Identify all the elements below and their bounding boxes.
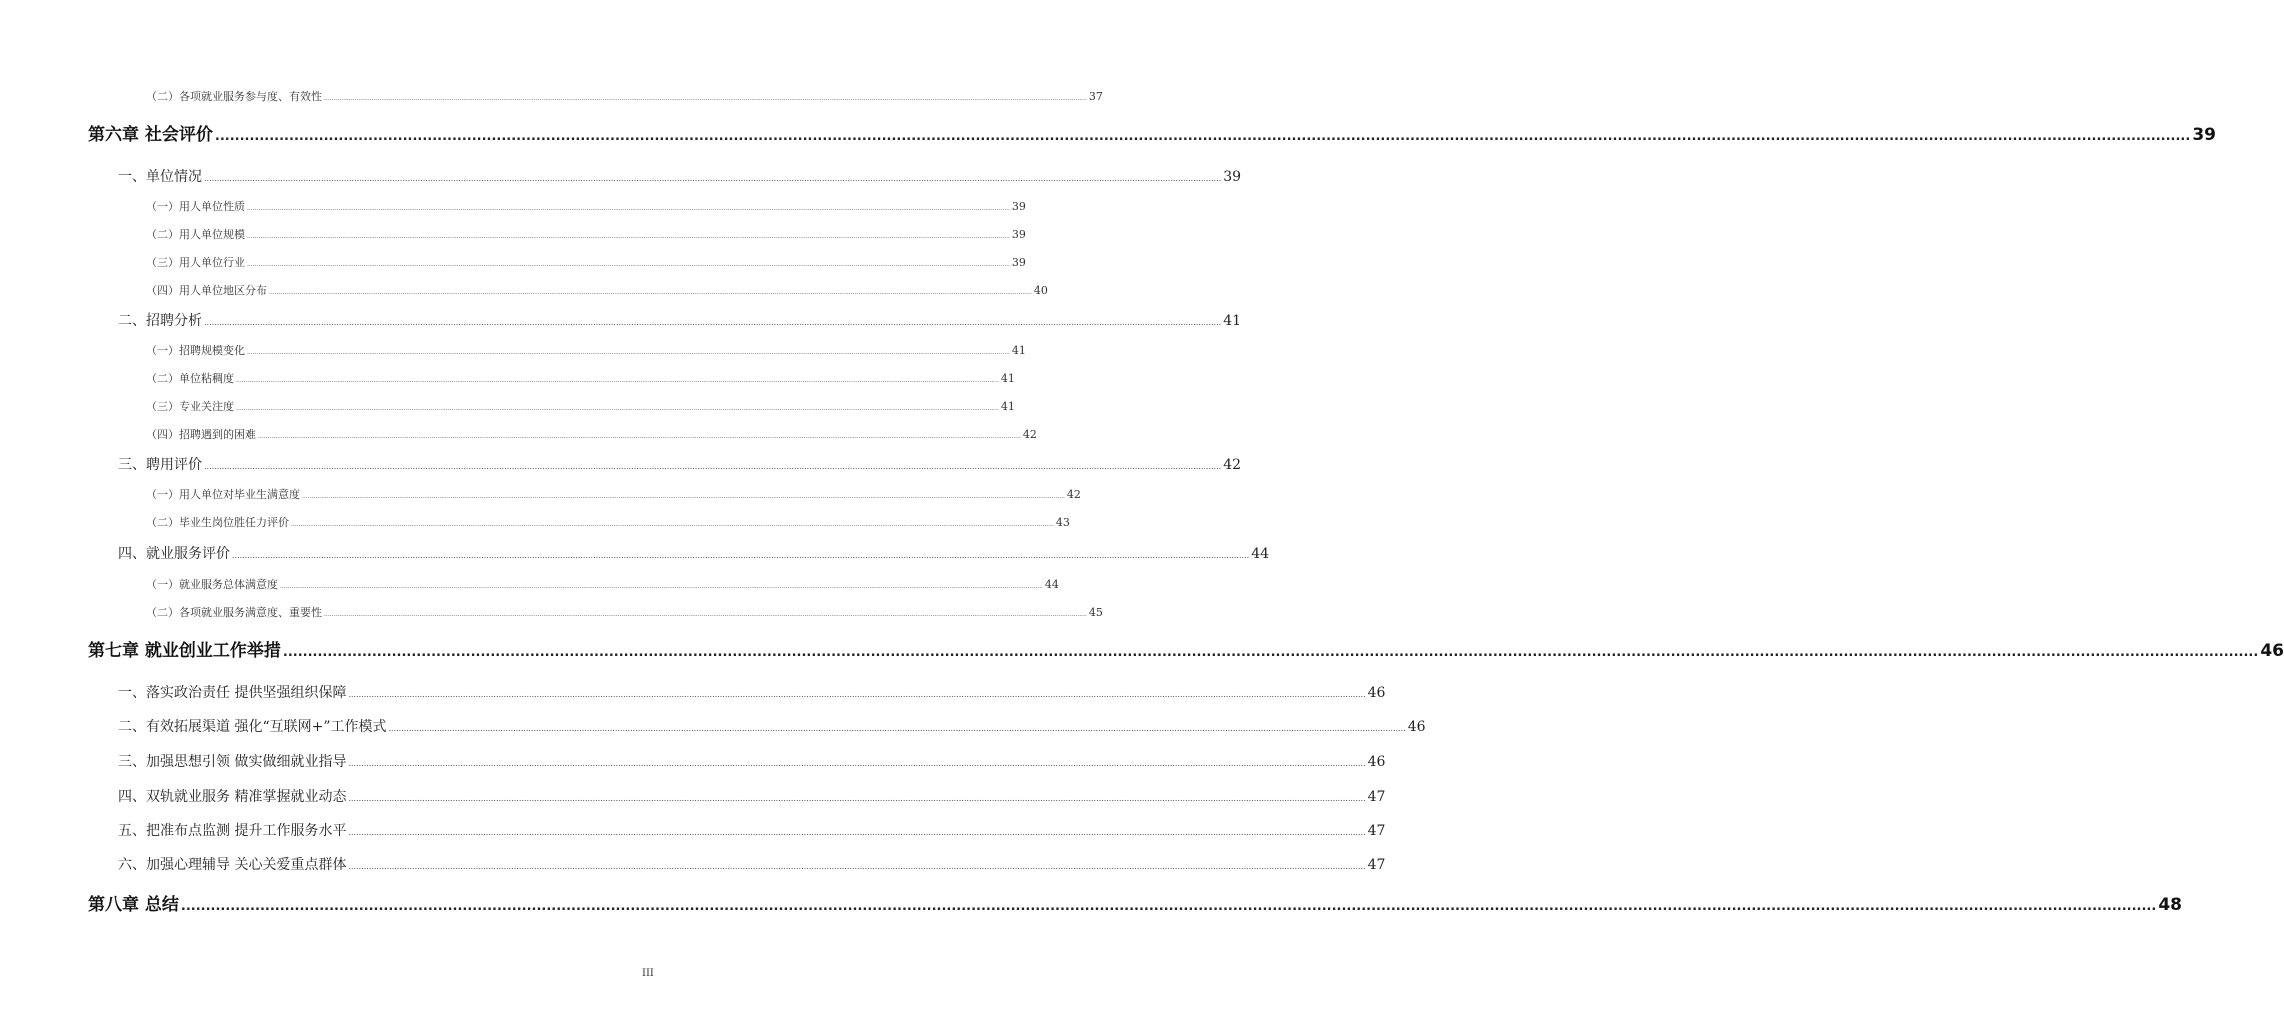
leader-dots: ................................................................................................................................................................................................................................................................................................................................................................................................................ xyxy=(232,551,1250,560)
leader-dots: ................................................................................................................................................................................................................................................................................................................................................................................................................ xyxy=(204,174,1222,183)
toc-entry-page: 42 xyxy=(1066,488,1081,501)
toc-entry-page: 44 xyxy=(1044,578,1059,591)
toc-entry-title: （四）招聘遇到的困难 xyxy=(146,428,256,441)
toc-entry-page: 39 xyxy=(1011,200,1026,213)
toc-section-page: 42 xyxy=(1223,457,1242,473)
toc-entry-title: （二）单位粘稠度 xyxy=(146,372,234,385)
leader-dots: ................................................................................................................................................................................................................................................................................................................................................................................................................ xyxy=(348,759,1366,768)
toc-chapter-title: 第六章 社会评价 xyxy=(88,125,213,145)
toc-section[interactable] xyxy=(118,716,1426,736)
toc-section[interactable] xyxy=(118,820,1386,840)
leader-dots: ................................................................................................................................................................................................................................................................................................................................................................................................................ xyxy=(204,318,1222,327)
toc-section-page: 47 xyxy=(1367,789,1386,805)
leader-dots: ................................................................................................................................................................................................................................................................................................................................................................................................................ xyxy=(214,129,2191,144)
toc-chapter-page: 48 xyxy=(2158,895,2182,915)
toc-section-title: 四、就业服务评价 xyxy=(118,546,230,562)
page-number: III xyxy=(642,968,654,979)
toc-section-page: 46 xyxy=(1367,754,1386,770)
toc-entry[interactable] xyxy=(146,576,1059,592)
toc-entry[interactable] xyxy=(146,282,1048,298)
toc-section-title: 六、加强心理辅导 关心关爱重点群体 xyxy=(118,857,347,873)
toc-section[interactable] xyxy=(118,310,1242,330)
toc-entry-title: （二）各项就业服务参与度、有效性 xyxy=(146,90,322,103)
leader-dots: ................................................................................................................................................................................................................................................................................................................................................................................................................ xyxy=(348,794,1366,803)
leader-dots: ................................................................................................................................................................................................................................................................................................................................................................................................................ xyxy=(324,611,1087,618)
toc-entry[interactable] xyxy=(146,198,1026,214)
toc-section-page: 41 xyxy=(1223,313,1242,329)
toc-entry-page: 41 xyxy=(1000,372,1015,385)
toc-entry-page: 39 xyxy=(1011,228,1026,241)
toc-entry-title: （一）用人单位对毕业生满意度 xyxy=(146,488,300,501)
toc-entry[interactable] xyxy=(146,342,1026,358)
toc-entry-page: 45 xyxy=(1088,606,1103,619)
leader-dots: ................................................................................................................................................................................................................................................................................................................................................................................................................ xyxy=(302,493,1065,500)
toc-chapter-page: 39 xyxy=(2192,125,2216,145)
toc-entry[interactable] xyxy=(146,254,1026,270)
toc-section-title: 五、把准布点监测 提升工作服务水平 xyxy=(118,823,347,839)
toc-entry-page: 37 xyxy=(1088,90,1103,103)
toc-entry-title: （一）招聘规模变化 xyxy=(146,344,245,357)
toc-section[interactable] xyxy=(118,751,1386,771)
leader-dots: ................................................................................................................................................................................................................................................................................................................................................................................................................ xyxy=(348,690,1366,699)
toc-section-page: 39 xyxy=(1223,169,1242,185)
toc-entry-page: 41 xyxy=(1011,344,1026,357)
leader-dots: ................................................................................................................................................................................................................................................................................................................................................................................................................ xyxy=(180,899,2157,914)
toc-entry-title: （三）用人单位行业 xyxy=(146,256,245,269)
toc-entry[interactable] xyxy=(146,426,1037,442)
toc-section-page: 47 xyxy=(1367,823,1386,839)
leader-dots: ................................................................................................................................................................................................................................................................................................................................................................................................................ xyxy=(348,828,1366,837)
toc-section-page: 47 xyxy=(1367,857,1386,873)
toc-section[interactable] xyxy=(118,166,1242,186)
toc-entry[interactable] xyxy=(146,514,1070,530)
leader-dots: ................................................................................................................................................................................................................................................................................................................................................................................................................ xyxy=(282,645,2259,660)
toc-entry-title: （四）用人单位地区分布 xyxy=(146,284,267,297)
toc-entry-title: （二）用人单位规模 xyxy=(146,228,245,241)
toc-section-page: 44 xyxy=(1251,546,1270,562)
toc-entry-title: （三）专业关注度 xyxy=(146,400,234,413)
toc-entry-title: （二）毕业生岗位胜任力评价 xyxy=(146,516,289,529)
toc-section-title: 一、单位情况 xyxy=(118,169,202,185)
toc-section-page: 46 xyxy=(1407,719,1426,735)
toc-section[interactable] xyxy=(118,682,1386,702)
toc-section[interactable] xyxy=(118,854,1386,874)
toc-entry-page: 41 xyxy=(1000,400,1015,413)
leader-dots: ................................................................................................................................................................................................................................................................................................................................................................................................................ xyxy=(269,289,1032,296)
toc-entry-page: 40 xyxy=(1033,284,1048,297)
toc-entry[interactable] xyxy=(146,604,1103,620)
leader-dots: ................................................................................................................................................................................................................................................................................................................................................................................................................ xyxy=(247,205,1010,212)
toc-section-title: 三、加强思想引领 做实做细就业指导 xyxy=(118,754,347,770)
leader-dots: ................................................................................................................................................................................................................................................................................................................................................................................................................ xyxy=(247,349,1010,356)
toc-section-title: 二、招聘分析 xyxy=(118,313,202,329)
leader-dots: ................................................................................................................................................................................................................................................................................................................................................................................................................ xyxy=(236,377,999,384)
toc-section-title: 一、落实政治责任 提供坚强组织保障 xyxy=(118,685,347,701)
toc-section-title: 三、聘用评价 xyxy=(118,457,202,473)
toc-chapter-title: 第八章 总结 xyxy=(88,895,179,915)
toc-entry[interactable] xyxy=(146,370,1015,386)
toc-chapter-page: 46 xyxy=(2260,641,2284,661)
toc-section[interactable] xyxy=(118,786,1386,806)
leader-dots: ................................................................................................................................................................................................................................................................................................................................................................................................................ xyxy=(291,521,1054,528)
toc-section[interactable] xyxy=(118,454,1242,474)
toc-chapter[interactable] xyxy=(88,636,2284,661)
leader-dots: ................................................................................................................................................................................................................................................................................................................................................................................................................ xyxy=(348,862,1366,871)
leader-dots: ................................................................................................................................................................................................................................................................................................................................................................................................................ xyxy=(280,583,1043,590)
toc-chapter[interactable] xyxy=(88,890,2182,915)
toc-entry-title: （一）就业服务总体满意度 xyxy=(146,578,278,591)
leader-dots: ................................................................................................................................................................................................................................................................................................................................................................................................................ xyxy=(247,261,1010,268)
toc-entry-page: 39 xyxy=(1011,256,1026,269)
toc-section-title: 二、有效拓展渠道 强化“互联网+”工作模式 xyxy=(118,719,387,735)
toc-entry-page: 42 xyxy=(1022,428,1037,441)
leader-dots: ................................................................................................................................................................................................................................................................................................................................................................................................................ xyxy=(258,433,1021,440)
leader-dots: ................................................................................................................................................................................................................................................................................................................................................................................................................ xyxy=(204,462,1222,471)
toc-entry[interactable] xyxy=(146,226,1026,242)
toc-chapter-title: 第七章 就业创业工作举措 xyxy=(88,641,281,661)
toc-entry-title: （二）各项就业服务满意度、重要性 xyxy=(146,606,322,619)
toc-entry-page: 43 xyxy=(1055,516,1070,529)
leader-dots: ................................................................................................................................................................................................................................................................................................................................................................................................................ xyxy=(247,233,1010,240)
toc-entry[interactable] xyxy=(146,88,1103,104)
toc-entry[interactable] xyxy=(146,398,1015,414)
leader-dots: ................................................................................................................................................................................................................................................................................................................................................................................................................ xyxy=(236,405,999,412)
toc-section-title: 四、双轨就业服务 精准掌握就业动态 xyxy=(118,789,347,805)
toc-entry[interactable] xyxy=(146,486,1081,502)
leader-dots: ................................................................................................................................................................................................................................................................................................................................................................................................................ xyxy=(324,95,1087,102)
leader-dots: ................................................................................................................................................................................................................................................................................................................................................................................................................ xyxy=(388,724,1406,733)
toc-entry-title: （一）用人单位性质 xyxy=(146,200,245,213)
toc-section[interactable] xyxy=(118,543,1270,563)
toc-chapter[interactable] xyxy=(88,120,2216,145)
toc-section-page: 46 xyxy=(1367,685,1386,701)
